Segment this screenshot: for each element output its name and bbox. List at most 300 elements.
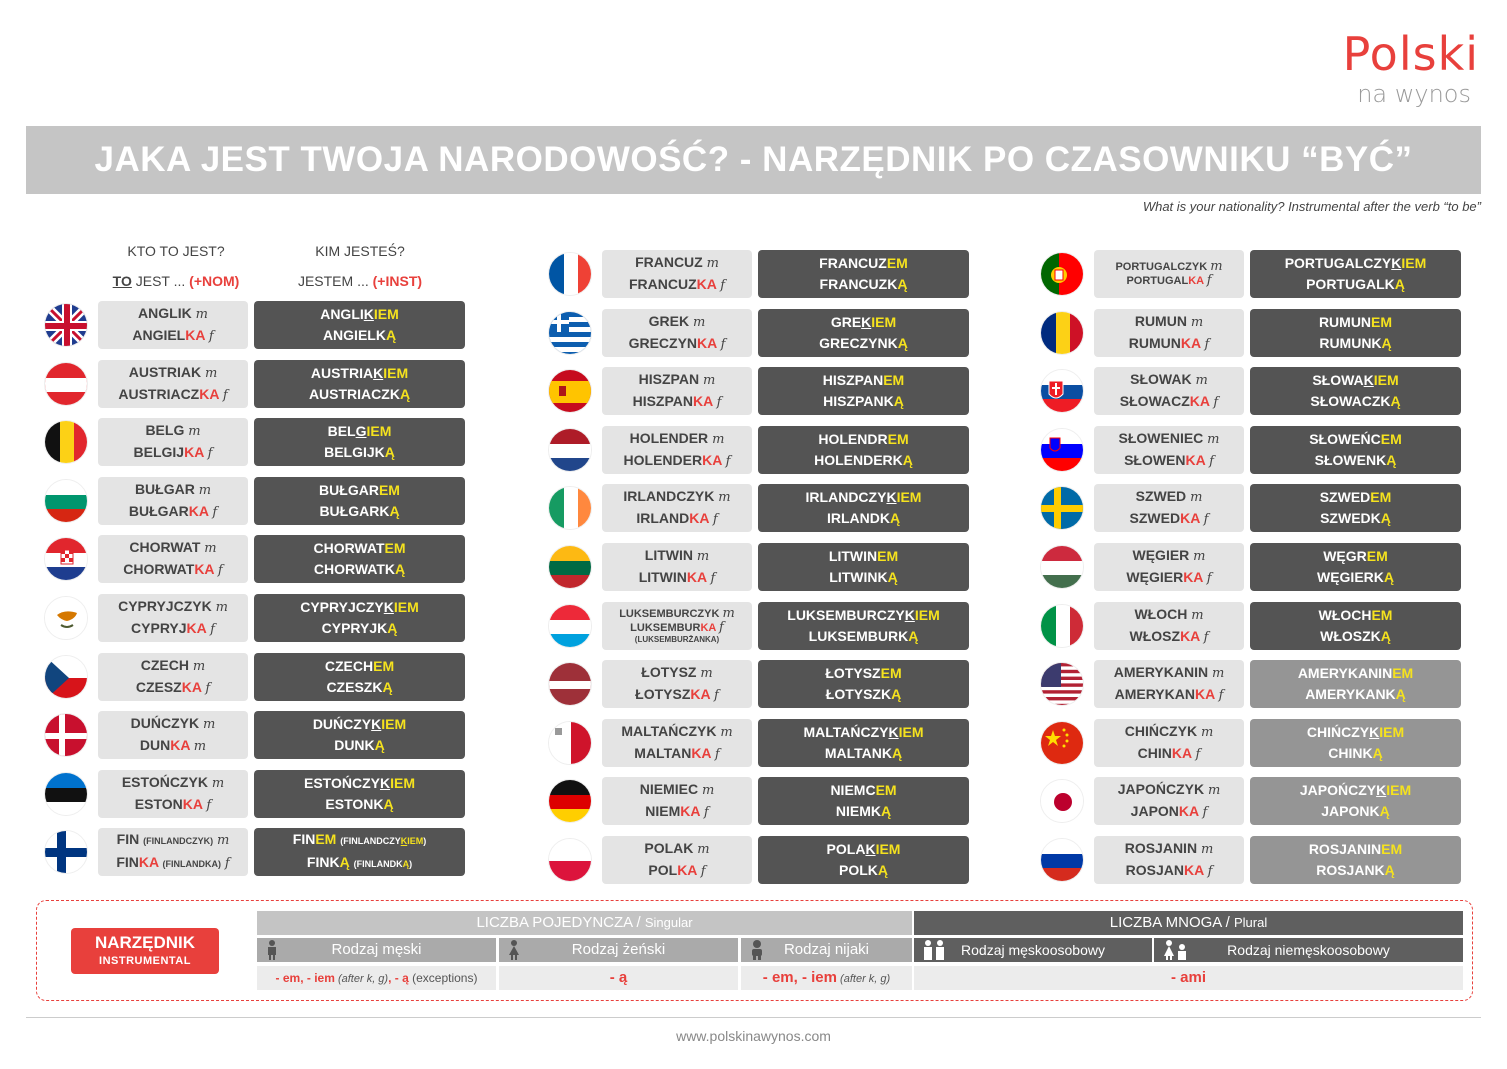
- nominative-feminine-alt: (LUKSEMBURŻANKA): [634, 635, 720, 644]
- singular-header: LICZBA POJEDYNCZA / Singular: [257, 911, 912, 935]
- gender-masculine: Rodzaj męski: [257, 938, 496, 962]
- header-whom-answer: JESTEM ... (+INST): [297, 273, 423, 289]
- flag-france-icon: [548, 252, 592, 296]
- nominative-masculine: CZECH m: [140, 657, 206, 674]
- gender-mark: f: [1204, 337, 1210, 352]
- nominative-box: [602, 719, 752, 767]
- nominative-box: [1094, 836, 1244, 884]
- header-who-question: KTO TO JEST?: [127, 243, 225, 259]
- instrumental-box: [254, 711, 465, 759]
- masculine-mark: m: [706, 256, 719, 271]
- badge-title: NARZĘDNIK: [94, 933, 196, 952]
- gender-mark: f: [1206, 571, 1212, 586]
- header-whom-question: KIM JESTEŚ?: [315, 243, 405, 259]
- nominative-box: [602, 484, 752, 532]
- masculine-mark: m: [1191, 608, 1204, 623]
- instrumental-masculine: HISZPANEM: [822, 372, 905, 388]
- nominative-box: [1094, 543, 1244, 591]
- nominative-masculine: SŁOWENIEC m: [1118, 430, 1220, 447]
- plural-header: LICZBA MNOGA / Plural: [914, 911, 1463, 935]
- masculine-mark: m: [192, 659, 206, 674]
- masculine-mark: m: [1200, 842, 1214, 857]
- nominative-box: [98, 535, 248, 583]
- instrumental-feminine: LITWINKĄ: [829, 569, 898, 585]
- masculine-mark: m: [211, 776, 225, 791]
- gender-mark: f: [1206, 273, 1212, 288]
- flag-china-icon: [1040, 721, 1084, 765]
- instrumental-feminine: GRECZYNKĄ: [819, 335, 908, 351]
- nominative-box: [1094, 719, 1244, 767]
- nominative-feminine: CHINKA f: [1137, 745, 1201, 762]
- two-men-icon: [922, 940, 946, 960]
- instrumental-box: [254, 301, 465, 349]
- instrumental-masculine: DUŃCZYKIEM: [312, 716, 407, 732]
- nominative-feminine: BELGIJKA f: [133, 444, 213, 461]
- masculine-mark: m: [722, 606, 735, 621]
- nominative-masculine: ESTOŃCZYK m: [121, 774, 225, 791]
- legend: [36, 900, 1473, 1001]
- badge-subtitle: INSTRUMENTAL: [99, 955, 191, 967]
- nominative-masculine: SZWED m: [1135, 488, 1203, 505]
- nominative-feminine: SŁOWENKA f: [1124, 452, 1214, 469]
- nominative-feminine: SZWEDKA f: [1129, 510, 1209, 527]
- instrumental-feminine: ŁOTYSZKĄ: [825, 686, 902, 702]
- masculine-mark: m: [217, 833, 230, 848]
- nominative-masculine: GREK m: [648, 313, 706, 330]
- instrumental-box: [254, 828, 465, 876]
- flag-luxembourg-icon: [548, 604, 592, 648]
- header-whom: [280, 236, 440, 296]
- flag-slovakia-icon: [1040, 369, 1084, 413]
- gender-mark: f: [703, 805, 709, 820]
- nominative-feminine: ŁOTYSZKA f: [635, 686, 719, 703]
- flag-netherlands-icon: [548, 428, 592, 472]
- instrumental-box: [254, 594, 465, 642]
- flag-finland-icon: [44, 830, 88, 874]
- flag-poland-icon: [548, 838, 592, 882]
- instrumental-feminine: JAPONKĄ: [1321, 803, 1390, 819]
- instrumental-feminine: FRANCUZKĄ: [819, 276, 908, 292]
- nominative-feminine: HISZPANKA f: [632, 393, 722, 410]
- flag-malta-icon: [548, 721, 592, 765]
- ending-neuter: - em, - iem (after k, g): [741, 966, 912, 990]
- nominative-feminine: LITWINKA f: [638, 569, 716, 586]
- instrumental-box: [758, 484, 969, 532]
- nominative-box: [98, 653, 248, 701]
- logo-main: Polski: [1342, 27, 1479, 81]
- gender-mark: f: [224, 856, 230, 871]
- instrumental-masculine: ROSJANINEM: [1308, 841, 1403, 857]
- instrumental-box: [758, 250, 969, 298]
- masculine-mark: m: [701, 783, 715, 798]
- instrumental-badge: [71, 928, 219, 974]
- instrumental-feminine: MALTANKĄ: [824, 745, 903, 761]
- instrumental-masculine: PORTUGALCZYKIEM: [1284, 255, 1427, 271]
- masculine-mark: m: [1195, 373, 1208, 388]
- instrumental-feminine: SŁOWACZKĄ: [1310, 393, 1401, 409]
- masculine-mark: m: [198, 483, 212, 498]
- ending-masculine: - em, - iem (after k, g), - ą (exceptions): [257, 966, 496, 990]
- nominative-masculine: HOLENDER m: [629, 430, 725, 447]
- instrumental-feminine: ESTONKĄ: [325, 796, 394, 812]
- instrumental-box: [758, 719, 969, 767]
- gender-mark: f: [714, 747, 720, 762]
- nominative-box: [602, 777, 752, 825]
- flag-usa-icon: [1040, 662, 1084, 706]
- instrumental-masculine: POLAKIEM: [826, 841, 901, 857]
- ending-feminine: - ą: [499, 966, 738, 990]
- instrumental-feminine: WŁOSZKĄ: [1320, 628, 1391, 644]
- gender-mark: f: [212, 505, 218, 520]
- nominative-masculine: MALTAŃCZYK m: [621, 723, 733, 740]
- instrumental-masculine: CHIŃCZYKIEM: [1306, 724, 1405, 740]
- gender-mark: f: [206, 798, 212, 813]
- flag-cyprus-icon: [44, 596, 88, 640]
- nominative-box: [1094, 484, 1244, 532]
- masculine-mark: m: [203, 717, 216, 732]
- nominative-box: [98, 594, 248, 642]
- instrumental-feminine: FINKĄ (FINLANDKĄ): [306, 854, 413, 870]
- nominative-box: [98, 828, 248, 876]
- instrumental-masculine: GREKIEM: [830, 314, 897, 330]
- nominative-masculine: CHORWAT m: [129, 539, 217, 556]
- instrumental-feminine: ANGIELKĄ: [322, 327, 397, 343]
- nominative-masculine: WŁOCH m: [1134, 606, 1204, 623]
- nominative-box: [1094, 426, 1244, 474]
- nominative-box: [1094, 660, 1244, 708]
- nominative-feminine: WŁOSZKA f: [1129, 628, 1209, 645]
- nominative-box: [98, 301, 248, 349]
- masculine-mark: m: [720, 725, 733, 740]
- gender-mark: f: [1195, 747, 1201, 762]
- instrumental-feminine: CHINKĄ: [1328, 745, 1383, 761]
- nominative-feminine: FINKA (FINLANDKA) f: [116, 854, 230, 871]
- footer-url[interactable]: www.polskinawynos.com: [676, 1028, 831, 1044]
- page-subtitle: What is your nationality? Instrumental after the verb “to be”: [1142, 199, 1481, 214]
- nominative-feminine: WĘGIERKA f: [1126, 569, 1212, 586]
- instrumental-box: [758, 543, 969, 591]
- masculine-mark: m: [1210, 259, 1223, 274]
- gender-mark: f: [714, 688, 719, 703]
- instrumental-feminine: IRLANDKĄ: [826, 510, 901, 526]
- nominative-feminine: DUNKA m: [139, 737, 207, 754]
- instrumental-masculine: CYPRYJCZYKIEM: [300, 599, 419, 615]
- nominative-masculine: AUSTRIAK m: [128, 364, 218, 381]
- instrumental-box: [1250, 777, 1461, 825]
- masculine-mark: m: [718, 490, 731, 505]
- nominative-box: [602, 250, 752, 298]
- nominative-feminine: ESTONKA f: [134, 796, 212, 813]
- nominative-masculine: WĘGIER m: [1132, 547, 1206, 564]
- nominative-feminine: MALTANKA f: [634, 745, 720, 762]
- flag-lithuania-icon: [548, 545, 592, 589]
- instrumental-box: [254, 477, 465, 525]
- nominative-feminine: LUKSEMBURKA f: [630, 620, 724, 635]
- instrumental-box: [1250, 250, 1461, 298]
- masculine-mark: m: [195, 307, 208, 322]
- logo: [1343, 28, 1479, 108]
- nominative-box: [602, 426, 752, 474]
- instrumental-feminine: LUKSEMBURKĄ: [808, 628, 919, 644]
- gender-mark: f: [710, 571, 716, 586]
- instrumental-feminine: HOLENDERKĄ: [814, 452, 913, 468]
- nominative-box: [1094, 250, 1244, 298]
- instrumental-box: [1250, 543, 1461, 591]
- gender-feminine: Rodzaj żeński: [499, 938, 738, 962]
- instrumental-masculine: CZECHEM: [324, 658, 395, 674]
- nominative-masculine: BUŁGAR m: [134, 481, 212, 498]
- nominative-masculine: AMERYKANIN m: [1113, 664, 1225, 681]
- gender-mark: f: [716, 395, 722, 410]
- header-who-answer: TO JEST ... (+NOM): [112, 273, 240, 289]
- nominative-feminine: IRLANDKA f: [636, 510, 718, 527]
- nominative-box: [602, 543, 752, 591]
- nominative-feminine: AUSTRIACZKA f: [118, 386, 228, 403]
- instrumental-masculine: BELGIEM: [327, 423, 392, 439]
- nominative-masculine: POLAK m: [644, 840, 710, 857]
- masculine-mark: m: [693, 315, 706, 330]
- instrumental-feminine: ROSJANKĄ: [1316, 862, 1395, 878]
- nominative-masculine: LUKSEMBURCZYK m: [619, 606, 735, 621]
- nominative-feminine: BUŁGARKA f: [128, 503, 218, 520]
- flag-japan-icon: [1040, 779, 1084, 823]
- instrumental-feminine: CYPRYJKĄ: [321, 620, 398, 636]
- instrumental-box: [254, 653, 465, 701]
- masculine-mark: m: [204, 366, 218, 381]
- flag-bulgaria-icon: [44, 479, 88, 523]
- instrumental-masculine: LITWINEM: [828, 548, 899, 564]
- nominative-feminine: GRECZYNKA f: [628, 335, 726, 352]
- nominative-masculine: ANGLIK m: [138, 305, 208, 322]
- page-title: JAKA JEST TWOJA NARODOWOŚĆ? - NARZĘDNIK PO CZASOWNIKU “BYĆ”: [26, 126, 1481, 194]
- flag-spain-icon: [548, 369, 592, 413]
- masculine-mark: m: [1207, 783, 1221, 798]
- instrumental-box: [254, 535, 465, 583]
- instrumental-masculine: CHORWATEM: [313, 540, 406, 556]
- gender-mark: f: [720, 278, 726, 293]
- nominative-masculine: BELG m: [145, 422, 201, 439]
- flag-denmark-icon: [44, 713, 88, 757]
- instrumental-box: [254, 360, 465, 408]
- flag-romania-icon: [1040, 311, 1084, 355]
- masculine-mark: m: [1211, 666, 1225, 681]
- gender-mark: f: [208, 329, 214, 344]
- nominative-box: [98, 418, 248, 466]
- flag-sweden-icon: [1040, 486, 1084, 530]
- instrumental-box: [1250, 309, 1461, 357]
- nominative-feminine: RUMUNKA f: [1128, 335, 1210, 352]
- header-who: [96, 236, 256, 296]
- instrumental-box: [1250, 836, 1461, 884]
- instrumental-feminine: WĘGIERKĄ: [1316, 569, 1394, 585]
- flag-greece-icon: [548, 311, 592, 355]
- instrumental-box: [1250, 660, 1461, 708]
- gender-neuter: Rodzaj nijaki: [741, 938, 912, 962]
- gender-mark: f: [719, 620, 724, 635]
- masculine-mark: m: [188, 424, 201, 439]
- nominative-box: [1094, 309, 1244, 357]
- nominative-box: [1094, 777, 1244, 825]
- nominative-masculine: PORTUGALCZYK m: [1115, 259, 1223, 274]
- nominative-box: [98, 711, 248, 759]
- flag-italy-icon: [1040, 604, 1084, 648]
- gender-mark: f: [1202, 805, 1208, 820]
- masculine-mark: m: [697, 842, 710, 857]
- instrumental-masculine: RUMUNEM: [1318, 314, 1393, 330]
- instrumental-box: [254, 770, 465, 818]
- nominative-box: [602, 367, 752, 415]
- flag-croatia-icon: [44, 537, 88, 581]
- flag-austria-icon: [44, 362, 88, 406]
- nominative-feminine: FRANCUZKA f: [628, 276, 726, 293]
- flag-czech-icon: [44, 655, 88, 699]
- instrumental-feminine: NIEMKĄ: [835, 803, 892, 819]
- masculine-mark: m: [712, 432, 725, 447]
- instrumental-masculine: AUSTRIAKIEM: [310, 365, 409, 381]
- instrumental-masculine: SZWEDEM: [1319, 489, 1392, 505]
- nominative-feminine: HOLENDERKA f: [623, 452, 731, 469]
- flag-ireland-icon: [548, 486, 592, 530]
- instrumental-box: [758, 660, 969, 708]
- female-person-icon: [507, 940, 521, 960]
- nominative-masculine: HISZPAN m: [638, 371, 716, 388]
- instrumental-box: [758, 836, 969, 884]
- gender-mark: f: [1218, 688, 1224, 703]
- child-icon: [749, 940, 765, 960]
- nominative-feminine: POLKA f: [648, 862, 706, 879]
- flag-russia-icon: [1040, 838, 1084, 882]
- ending-plural: - ami: [914, 966, 1463, 990]
- instrumental-masculine: WŁOCHEM: [1318, 607, 1393, 623]
- gender-mark: f: [217, 563, 223, 578]
- instrumental-feminine: PORTUGALKĄ: [1306, 276, 1405, 292]
- nominative-masculine: CHIŃCZYK m: [1124, 723, 1214, 740]
- instrumental-masculine: JAPOŃCZYKIEM: [1299, 782, 1412, 798]
- gender-mark: f: [222, 388, 228, 403]
- instrumental-masculine: AMERYKANINEM: [1297, 665, 1414, 681]
- gender-mark: f: [1209, 454, 1214, 469]
- instrumental-masculine: SŁOWAKIEM: [1312, 372, 1399, 388]
- flag-portugal-icon: [1040, 252, 1084, 296]
- masculine-mark: m: [1190, 315, 1204, 330]
- gender-mark: f: [1203, 630, 1209, 645]
- gender-mark: f: [720, 337, 726, 352]
- masculine-mark: m: [1207, 432, 1220, 447]
- nominative-box: [602, 836, 752, 884]
- nominative-masculine: LITWIN m: [644, 547, 710, 564]
- logo-sub: na wynos: [1357, 80, 1471, 108]
- instrumental-box: [1250, 602, 1461, 650]
- nominative-box: [1094, 602, 1244, 650]
- instrumental-masculine: WĘGREM: [1323, 548, 1388, 564]
- instrumental-box: [254, 418, 465, 466]
- gender-mark: f: [205, 681, 211, 696]
- instrumental-box: [758, 602, 969, 650]
- masculine-mark: m: [700, 666, 713, 681]
- masculine-mark: m: [696, 549, 710, 564]
- masculine-mark: m: [702, 373, 716, 388]
- gender-mark: f: [1213, 395, 1219, 410]
- nominative-box: [602, 602, 752, 650]
- nominative-masculine: ROSJANIN m: [1124, 840, 1214, 857]
- instrumental-masculine: SŁOWEŃCEM: [1309, 431, 1402, 447]
- masculine-mark: m: [215, 600, 228, 615]
- gender-mark: f: [700, 864, 706, 879]
- flag-slovenia-icon: [1040, 428, 1084, 472]
- flag-uk-icon: [44, 303, 88, 347]
- instrumental-box: [758, 367, 969, 415]
- instrumental-box: [758, 426, 969, 474]
- nominative-masculine: JAPOŃCZYK m: [1117, 781, 1221, 798]
- flag-hungary-icon: [1040, 545, 1084, 589]
- nominative-masculine: CYPRYJCZYK m: [118, 598, 228, 615]
- instrumental-masculine: NIEMCEM: [830, 782, 897, 798]
- instrumental-feminine: CHORWATKĄ: [313, 561, 406, 577]
- nominative-masculine: RUMUN m: [1134, 313, 1204, 330]
- instrumental-feminine: SŁOWENKĄ: [1314, 452, 1397, 468]
- instrumental-feminine: BELGIJKĄ: [324, 444, 395, 460]
- instrumental-feminine: POLKĄ: [838, 862, 888, 878]
- gender-mark: f: [712, 512, 718, 527]
- nominative-box: [602, 660, 752, 708]
- nominative-masculine: NIEMIEC m: [639, 781, 715, 798]
- nominative-box: [98, 477, 248, 525]
- nominative-feminine: AMERYKANKA f: [1114, 686, 1224, 703]
- gender-mark: f: [1203, 512, 1209, 527]
- instrumental-masculine: ŁOTYSZEM: [825, 665, 902, 681]
- nominative-box: [1094, 367, 1244, 415]
- instrumental-masculine: FINEM (FINLANDCZYKIEM): [292, 831, 427, 847]
- masculine-mark: m: [1190, 490, 1203, 505]
- instrumental-masculine: IRLANDCZYKIEM: [805, 489, 922, 505]
- masculine-mark: m: [1193, 549, 1206, 564]
- nominative-masculine: FIN (FINLANDCZYK) m: [116, 831, 230, 848]
- nominative-feminine: CHORWATKA f: [123, 561, 223, 578]
- flag-estonia-icon: [44, 772, 88, 816]
- nominative-box: [98, 360, 248, 408]
- nominative-feminine: SŁOWACZKA f: [1119, 393, 1219, 410]
- instrumental-box: [1250, 426, 1461, 474]
- instrumental-box: [758, 777, 969, 825]
- gender-non-masculine-personal: Rodzaj niemęskoosobowy: [1154, 938, 1463, 962]
- nominative-box: [98, 770, 248, 818]
- gender-mark: f: [210, 622, 215, 637]
- instrumental-masculine: MALTAŃCZYKIEM: [803, 724, 924, 740]
- masculine-mark: m: [1200, 725, 1214, 740]
- nominative-masculine: DUŃCZYK m: [130, 715, 216, 732]
- nominative-feminine: PORTUGALKA f: [1126, 273, 1212, 288]
- male-person-icon: [265, 940, 279, 960]
- gender-masculine-personal: Rodzaj męskoosobowy: [914, 938, 1152, 962]
- gender-mark: f: [207, 446, 213, 461]
- nominative-feminine: CYPRYJKA f: [131, 620, 215, 637]
- instrumental-box: [1250, 484, 1461, 532]
- flag-germany-icon: [548, 779, 592, 823]
- gender-mark: f: [725, 454, 731, 469]
- gender-mark: m: [193, 739, 207, 754]
- instrumental-masculine: ESTOŃCZYKIEM: [304, 775, 415, 791]
- instrumental-feminine: HISZPANKĄ: [823, 393, 904, 409]
- woman-child-icon: [1162, 940, 1190, 960]
- nominative-box: [602, 309, 752, 357]
- instrumental-box: [1250, 719, 1461, 767]
- nominative-masculine: SŁOWAK m: [1130, 371, 1208, 388]
- instrumental-feminine: BUŁGARKĄ: [319, 503, 400, 519]
- instrumental-masculine: HOLENDREM: [818, 431, 909, 447]
- instrumental-feminine: AUSTRIACZKĄ: [308, 386, 411, 402]
- flag-belgium-icon: [44, 420, 88, 464]
- instrumental-feminine: CZESZKĄ: [326, 679, 393, 695]
